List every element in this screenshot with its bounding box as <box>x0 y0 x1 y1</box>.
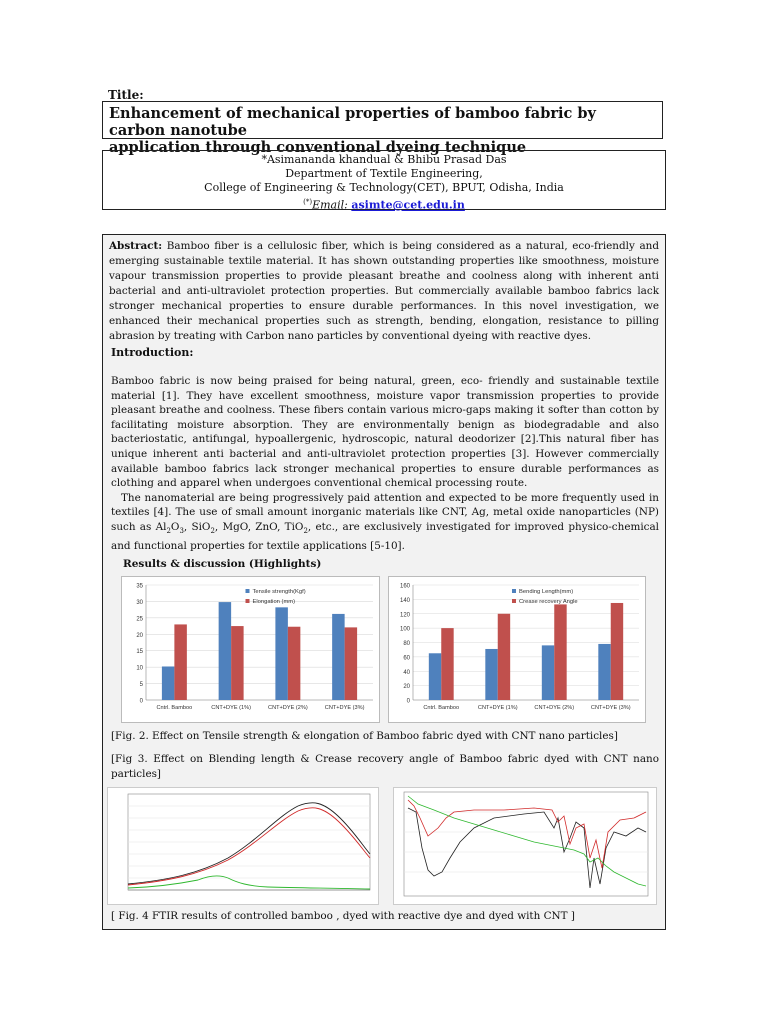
legend-label: Tensile strength(Kgf) <box>252 589 306 595</box>
author-names: *Asimananda khandual & Bhibu Prasad Das <box>261 153 507 166</box>
tensile-elongation-chart <box>121 576 380 723</box>
introduction-paragraph-2 <box>111 491 659 553</box>
sub-c: 2 <box>210 527 215 536</box>
email-label: Email: <box>312 198 348 212</box>
introduction-heading: Introduction: <box>111 346 194 359</box>
x-tick-label: CNT+DYE (2%) <box>534 705 575 711</box>
abstract-label: Abstract: <box>109 240 163 252</box>
bar-series-2 <box>174 624 186 700</box>
y-tick-label: 140 <box>399 597 410 604</box>
x-tick-label: Cntrl. Bamboo <box>423 705 460 711</box>
txt-c: , MgO, ZnO, TiO <box>214 520 304 533</box>
y-tick-label: 25 <box>136 616 143 623</box>
y-tick-label: 0 <box>139 698 143 705</box>
main-content-box <box>102 234 666 930</box>
sub-d: 2 <box>303 527 308 536</box>
sub-b: 3 <box>179 527 184 536</box>
email-marker: (*) <box>303 198 313 206</box>
bar-series-2 <box>345 627 357 700</box>
bar-series-2 <box>498 614 510 700</box>
bar-series-2 <box>441 628 453 700</box>
legend-label: Bending Length(mm) <box>519 589 574 595</box>
bar-series-2 <box>288 627 300 700</box>
bar-series-1 <box>598 644 610 700</box>
y-tick-label: 5 <box>139 682 143 689</box>
y-tick-label: 60 <box>403 655 410 662</box>
abstract-text: Bamboo fiber is a cellulosic fiber, which is being considered as a natural, eco-friendly and emerging sustainable textile material. It has shown outstanding properties like smoothness, moisture vapour transmission properties to provide pleasant breathe and coolness along with inherent anti bacterial and anti-ultraviolet protection properties. But commercially available bamboo fabrics lack stronger mechanical properties to ensure durable performances. In this novel investigation, we enhanced their mechanical properties such as strength, bending, elongation, resistance to pilling abrasion by treating with Carbon nano particles by conventional dyeing with reactive dyes. <box>109 240 659 342</box>
x-tick-label: CNT+DYE (2%) <box>268 705 308 711</box>
bar-series-2 <box>554 604 566 700</box>
intro-p2-start: The nanomaterial are being progressively paid attention and expected to be more frequently used in textiles [4]. The use of small amount inorganic materials like CNT, Ag, metal oxide nanoparticles (NP) such as Al <box>111 491 659 533</box>
y-tick-label: 30 <box>136 599 143 606</box>
y-tick-label: 100 <box>399 626 410 633</box>
author-block <box>102 150 666 210</box>
email-link[interactable]: asimte@cet.edu.in <box>351 198 465 212</box>
x-tick-label: CNT+DYE (1%) <box>211 705 251 711</box>
author-email-line <box>103 195 665 213</box>
bar-series-1 <box>275 607 287 700</box>
intro-p2-end: , etc., are exclusively investigated for improved physico-chemical and functional properties for textile applications [5-10]. <box>111 520 659 552</box>
legend-label: Crease recovery Angle <box>519 599 578 605</box>
bar-series-2 <box>231 626 243 700</box>
fig2-caption: [Fig. 2. Effect on Tensile strength & elongation of Bamboo fabric dyed with CNT nano particles] <box>111 730 618 742</box>
y-tick-label: 40 <box>403 669 410 676</box>
x-tick-label: Cntrl. Bamboo <box>156 705 193 711</box>
ftir-ir-spectrum-plot <box>393 787 657 905</box>
introduction-paragraph-1: Bamboo fabric is now being praised for being natural, green, eco- friendly and sustainable textile material [1]. They have excellent smoothness, moisture vapor transmission properties to provide pleasant breathe and coolness. These fibers contain various micro-gaps making it softer than cotton by facilitating moisture absorption. They are environmentally benign as biodegradable and also bacteriostatic, antifungal, hypoallergenic, hydroscopic, natural deodorizer [2].This natural fiber has unique inherent anti bacterial and anti-ultraviolet protection properties [3]. However commercially available bamboo fabrics lack stronger mechanical properties to ensure durable performances as clothing and apparel when undergoes conventional chemical processing route. <box>111 375 659 490</box>
y-tick-label: 160 <box>399 583 410 590</box>
legend-swatch <box>512 599 516 603</box>
y-tick-label: 120 <box>399 612 410 619</box>
title-label: Title: <box>108 88 144 102</box>
txt-b: , SiO <box>183 520 211 533</box>
bending-crease-chart <box>388 576 646 723</box>
bar-series-1 <box>332 614 344 700</box>
txt-a: O <box>170 520 180 533</box>
sub-a: 2 <box>166 527 171 536</box>
bar-series-1 <box>429 653 441 700</box>
x-tick-label: CNT+DYE (3%) <box>324 705 365 711</box>
introduction-body <box>111 374 659 553</box>
y-tick-label: 15 <box>136 649 143 656</box>
legend-swatch <box>512 589 516 593</box>
y-tick-label: 35 <box>136 583 143 590</box>
plot-frame-2 <box>404 792 648 896</box>
legend-swatch <box>246 589 250 593</box>
bar-series-1 <box>162 666 174 700</box>
y-tick-label: 10 <box>136 665 143 672</box>
fig3-caption: [Fig 3. Effect on Blending length & Crease recovery angle of Bamboo fabric dyed with CNT nano particles] <box>111 753 659 780</box>
paper-title-line-1: Enhancement of mechanical properties of bamboo fabric by carbon nanotube <box>109 105 596 139</box>
abstract-paragraph <box>109 239 659 344</box>
paper-title-line-2: application through conventional dyeing technique <box>109 139 527 156</box>
y-tick-label: 0 <box>406 698 410 705</box>
ftir-uv-spectrum-plot <box>107 787 379 905</box>
results-heading: Results & discussion (Highlights) <box>123 558 322 570</box>
author-college: College of Engineering & Technology(CET), BPUT, Odisha, India <box>204 181 564 194</box>
x-tick-label: CNT+DYE (1%) <box>477 705 518 711</box>
y-tick-label: 20 <box>403 684 410 691</box>
legend-label: Elongation (mm) <box>252 599 296 605</box>
y-tick-label: 20 <box>136 632 143 639</box>
bar-series-1 <box>485 649 497 700</box>
legend-swatch <box>246 599 250 603</box>
bar-series-1 <box>219 602 231 700</box>
bar-series-1 <box>542 645 554 700</box>
author-department: Department of Textile Engineering, <box>285 167 483 180</box>
fig4-caption: [ Fig. 4 FTIR results of controlled bamboo , dyed with reactive dye and dyed with CNT ] <box>111 910 575 922</box>
paper-title <box>102 101 663 156</box>
x-tick-label: CNT+DYE (3%) <box>590 705 631 711</box>
y-tick-label: 80 <box>403 641 410 647</box>
bar-series-2 <box>611 603 623 700</box>
